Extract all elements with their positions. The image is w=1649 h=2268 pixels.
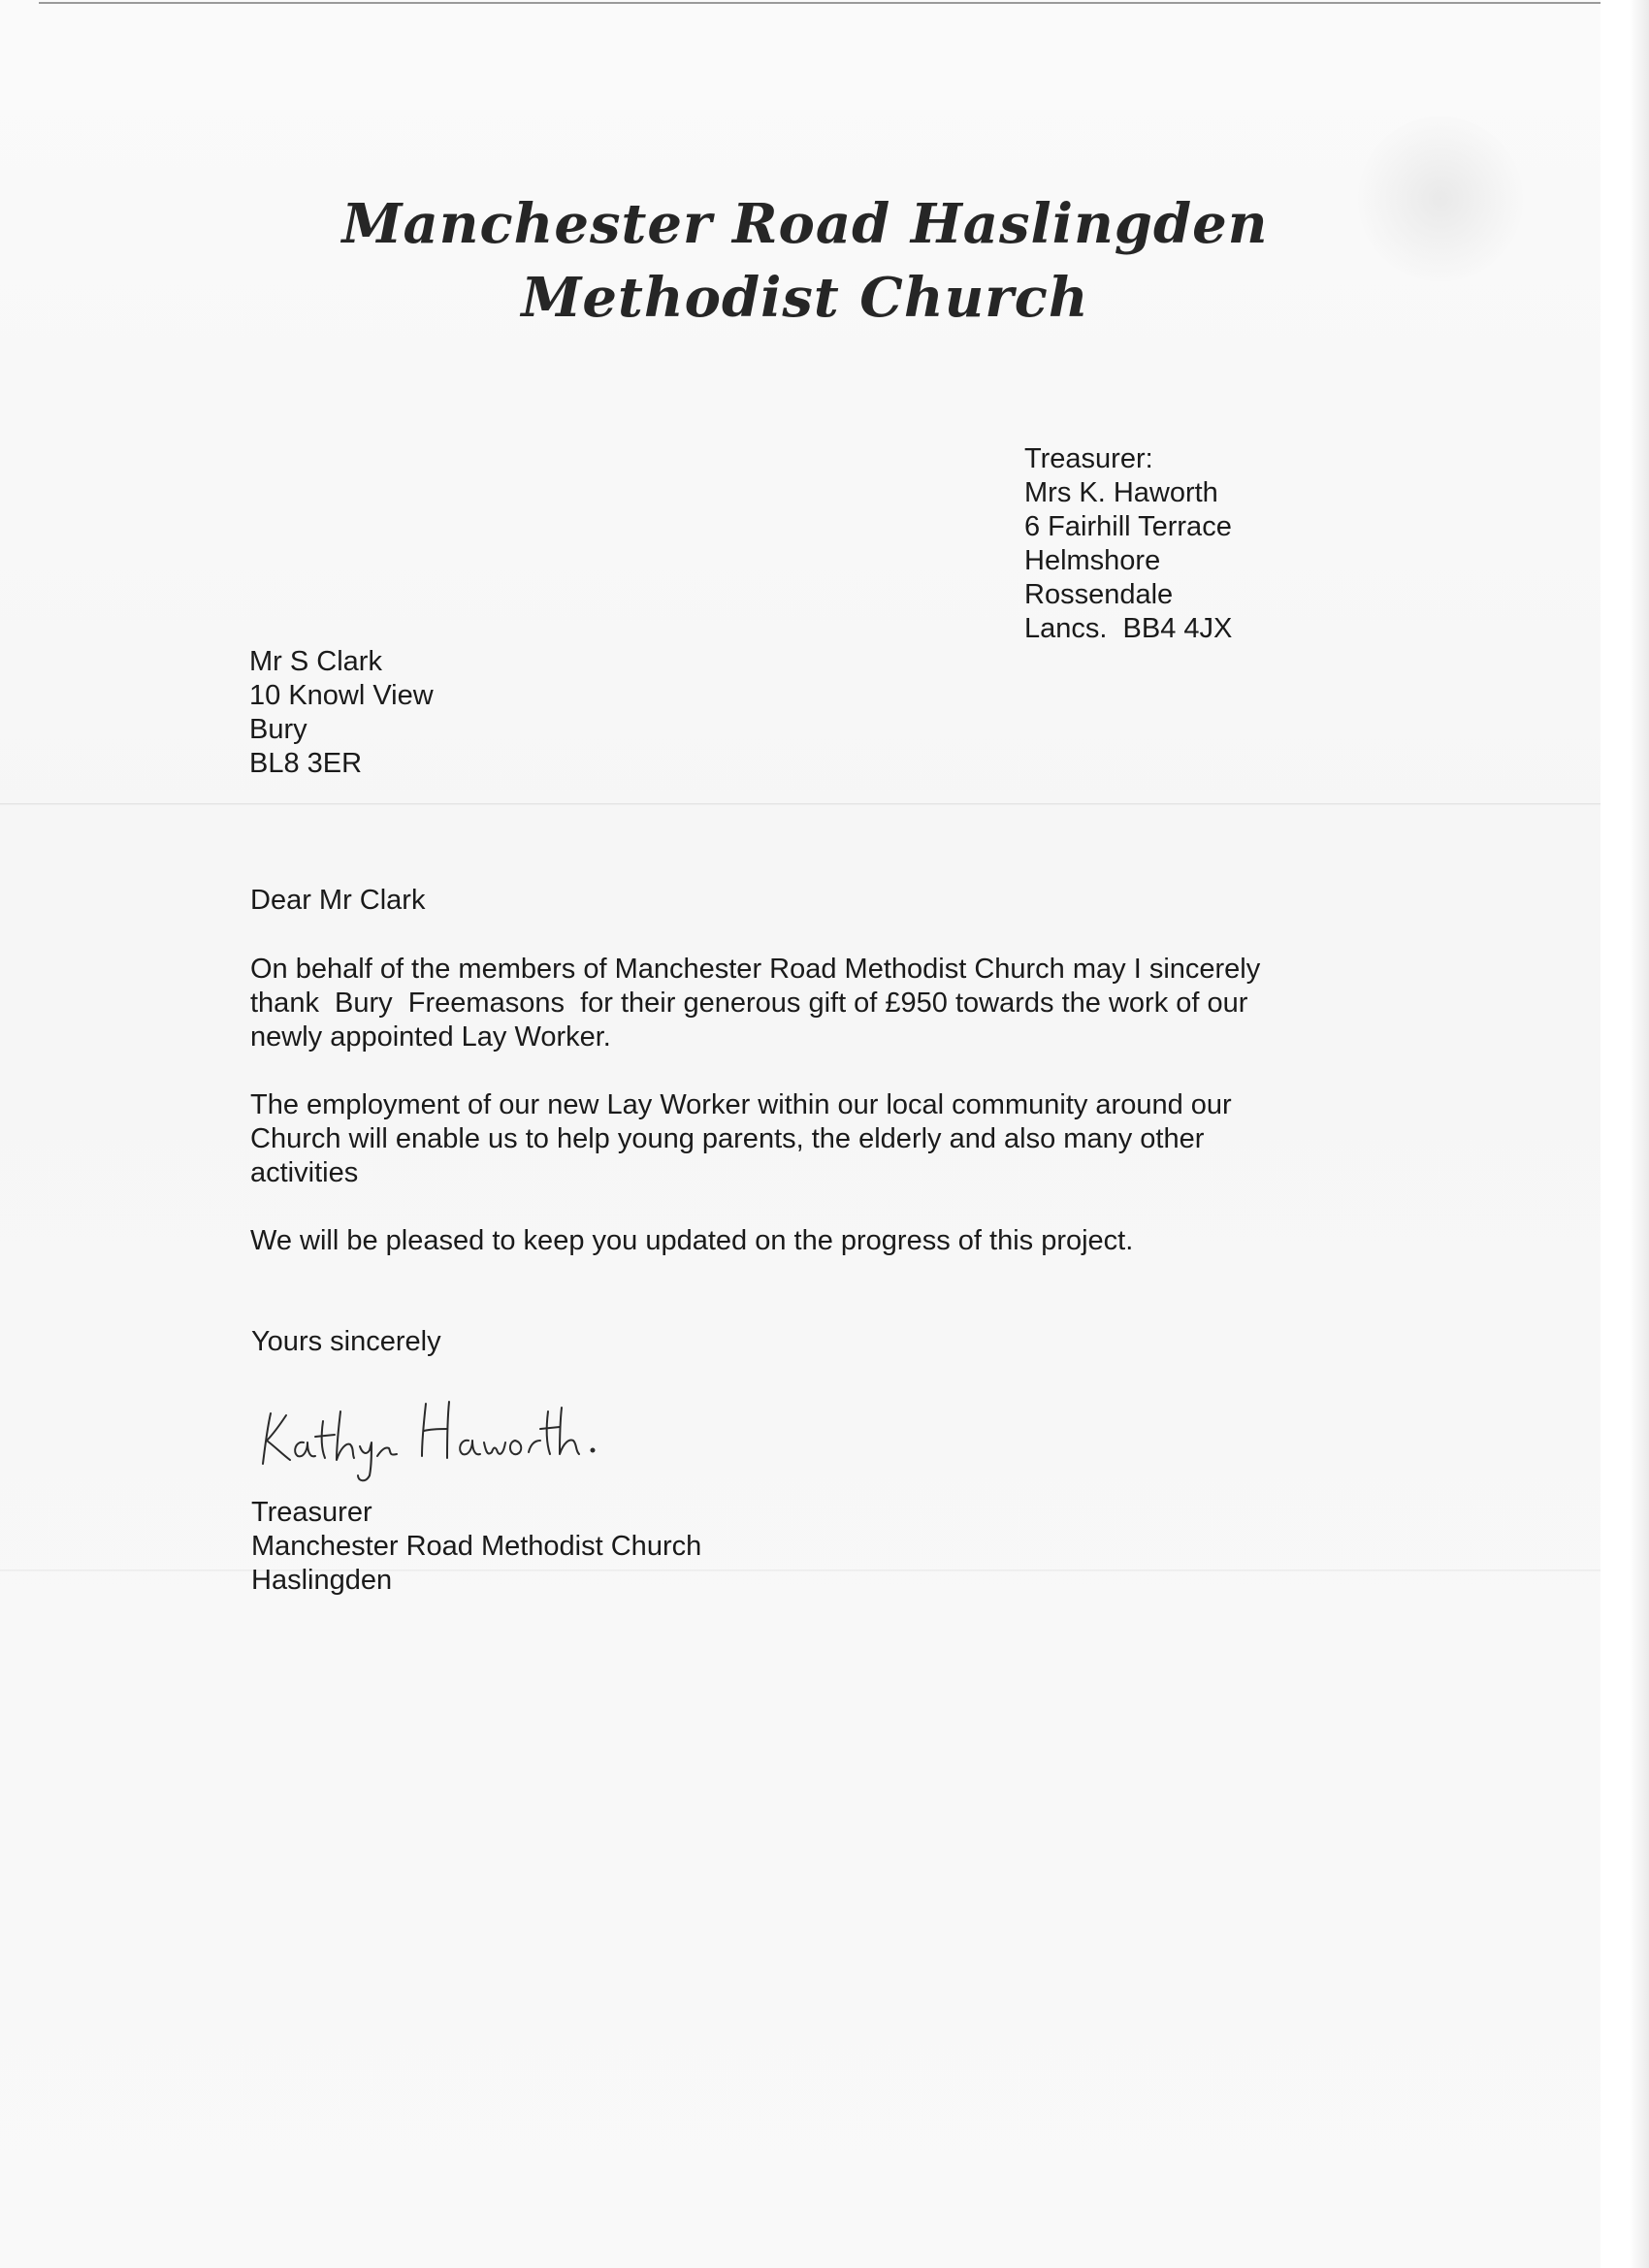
- paper-smudge: [1358, 116, 1523, 281]
- recipient-line: BL8 3ER: [249, 748, 363, 779]
- fold-crease: [0, 1570, 1600, 1571]
- body-paragraph-1: [250, 953, 1260, 1054]
- recipient-line: 10 Knowl View: [249, 680, 434, 711]
- sender-line: Treasurer:: [1024, 443, 1153, 474]
- sender-line: Mrs K. Haworth: [1024, 477, 1218, 508]
- letterhead-subtitle: Methodist Church: [521, 266, 1089, 330]
- recipient-address: [249, 645, 434, 781]
- body-line: thank Bury Freemasons for their generous gift of £950 towards the work of our: [250, 988, 1248, 1019]
- body-line: Church will enable us to help young parents, the elderly and also many other: [250, 1123, 1205, 1154]
- body-line: We will be pleased to keep you updated on the progress of this project.: [250, 1225, 1134, 1256]
- sender-line: 6 Fairhill Terrace: [1024, 511, 1232, 542]
- page-right-edge: [1600, 0, 1649, 2268]
- signatory-organisation: Manchester Road Methodist Church: [251, 1531, 702, 1562]
- fold-crease: [0, 803, 1600, 805]
- letterhead-title: Manchester Road Haslingden: [341, 192, 1269, 256]
- signatory-location: Haslingden: [251, 1565, 393, 1596]
- body-line: activities: [250, 1157, 359, 1188]
- closing: Yours sincerely: [251, 1326, 441, 1357]
- salutation: Dear Mr Clark: [250, 885, 426, 916]
- signatory-title: Treasurer: [251, 1497, 372, 1528]
- body-line: newly appointed Lay Worker.: [250, 1021, 611, 1053]
- recipient-line: Mr S Clark: [249, 646, 382, 677]
- body-line: The employment of our new Lay Worker within our local community around our: [250, 1089, 1232, 1120]
- sender-line: Helmshore: [1024, 545, 1161, 576]
- sender-line: Rossendale: [1024, 579, 1174, 610]
- sender-line: Lancs. BB4 4JX: [1024, 613, 1233, 644]
- page-top-edge: [39, 2, 1600, 4]
- recipient-line: Bury: [249, 714, 307, 745]
- body-paragraph-3: [250, 1224, 1133, 1258]
- body-line: On behalf of the members of Manchester Road Methodist Church may I sincerely: [250, 954, 1261, 985]
- body-paragraph-2: [250, 1088, 1232, 1190]
- handwritten-signature: [257, 1382, 606, 1489]
- signature-block: [251, 1496, 701, 1598]
- sender-address: [1024, 442, 1232, 646]
